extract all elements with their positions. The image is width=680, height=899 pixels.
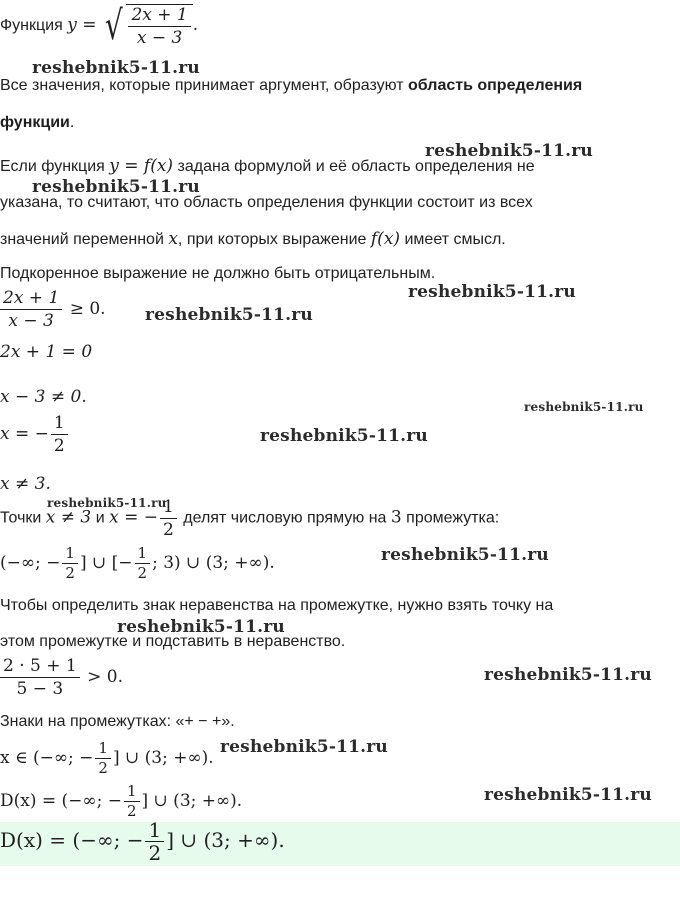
fraction	[62, 545, 78, 582]
equation-text: x − 3 ≠ 0.	[0, 387, 87, 407]
fraction	[145, 820, 164, 863]
points-text: промежутка:	[401, 509, 500, 527]
watermark: reshebnik5-11.ru	[484, 665, 652, 685]
watermark: reshebnik5-11.ru	[220, 737, 388, 757]
equation-4	[0, 474, 51, 494]
sqrt-icon: √	[104, 3, 123, 49]
watermark: reshebnik5-11.ru	[32, 58, 200, 78]
denominator: 2	[53, 436, 65, 456]
definition-line1	[0, 76, 582, 96]
equation-text: x ≠ 3.	[0, 474, 51, 494]
equation-1	[0, 342, 92, 362]
points-math: 3	[390, 507, 402, 528]
denominator: x − 3	[136, 28, 183, 48]
rule-text: задана формулой и её область определения не	[173, 158, 535, 175]
check-inequality	[0, 656, 123, 699]
rule-line3	[0, 229, 506, 250]
numerator: 1	[62, 545, 78, 564]
numerator: 1	[124, 783, 140, 802]
points-math: x ≠ 3	[45, 507, 92, 528]
domain-text: D(x) = (−∞; −	[0, 791, 122, 811]
points-math: x = −	[109, 507, 158, 528]
fraction	[95, 740, 111, 777]
watermark: reshebnik5-11.ru	[425, 141, 593, 161]
equation-text: x = −	[0, 424, 49, 444]
solution-text: x ∈ (−∞; −	[0, 748, 94, 768]
y-equals: y =	[67, 15, 97, 36]
points-text: и	[91, 509, 110, 527]
numerator: 1	[135, 545, 151, 564]
definition-bold2: функции	[0, 114, 70, 131]
rule-math: f(x)	[370, 229, 401, 249]
rule-math: y = f(x)	[109, 156, 174, 176]
equation-text: 2x + 1 = 0	[0, 342, 93, 362]
watermark: reshebnik5-11.ru	[260, 426, 428, 446]
rule-math: x	[168, 229, 178, 249]
watermark: reshebnik5-11.ru	[47, 496, 167, 510]
note-text: Подкоренное выражение не должно быть отрицательным.	[0, 265, 436, 282]
numerator: 2x + 1	[128, 5, 190, 27]
answer-text: ] ∪ (3; +∞).	[166, 828, 285, 852]
fraction	[128, 5, 190, 48]
subradical-note	[0, 264, 435, 284]
solution-line	[0, 740, 214, 777]
signs-line	[0, 712, 235, 732]
denominator: 2	[148, 841, 162, 865]
interval-text: (−∞; −	[0, 553, 61, 573]
watermark: reshebnik5-11.ru	[408, 282, 576, 302]
equation-2	[0, 387, 87, 407]
points-text: делят числовую прямую на	[178, 509, 391, 527]
answer-line	[0, 820, 285, 863]
fraction	[124, 783, 140, 820]
numerator: 1	[51, 413, 68, 435]
function-label: Функция	[0, 17, 63, 35]
watermark: reshebnik5-11.ru	[32, 177, 200, 197]
numerator: 2x + 1	[0, 288, 62, 310]
denominator: 2	[65, 564, 75, 582]
numerator: 2 · 5 + 1	[0, 656, 80, 678]
intervals-line	[0, 545, 275, 582]
denominator: x − 3	[8, 311, 54, 331]
method-text: этом промежутке и подставить в неравенство.	[0, 633, 346, 650]
fraction	[51, 413, 68, 456]
denominator: 2	[137, 564, 148, 582]
interval-text: ] ∪ [−	[79, 553, 133, 573]
definition-bold: область определения	[408, 77, 583, 94]
period: .	[69, 114, 75, 131]
watermark: reshebnik5-11.ru	[484, 785, 652, 805]
watermark: reshebnik5-11.ru	[117, 617, 285, 637]
period: .	[192, 15, 199, 36]
method-line1	[0, 596, 553, 616]
rule-text: значений переменной	[0, 231, 169, 248]
signs-text: Знаки на промежутках: «+ − +».	[0, 713, 235, 730]
watermark: reshebnik5-11.ru	[381, 545, 549, 565]
denominator: 2	[98, 759, 108, 777]
answer-text: D(x) = (−∞; −	[0, 828, 144, 852]
sqrt-expression	[101, 4, 193, 48]
domain-text: ] ∪ (3; +∞).	[141, 791, 243, 811]
watermark: reshebnik5-11.ru	[145, 305, 313, 325]
denominator: 2	[162, 520, 174, 540]
inequality	[0, 288, 106, 331]
solution-text: ] ∪ (3; +∞).	[112, 748, 214, 768]
rule-text: имеет смысл.	[400, 231, 506, 248]
denominator: 5 − 3	[16, 679, 64, 699]
domain-line	[0, 783, 242, 820]
numerator: 1	[145, 820, 164, 842]
method-text: Чтобы определить знак неравенства на промежутке, нужно взять точку на	[0, 597, 554, 614]
fraction	[135, 545, 151, 582]
function-line	[0, 4, 198, 48]
rule-text: Если функция	[0, 158, 110, 175]
watermark: reshebnik5-11.ru	[524, 400, 644, 414]
equation-3	[0, 413, 70, 456]
points-text: Точки	[0, 509, 46, 527]
denominator: 2	[126, 802, 137, 820]
numerator: 1	[95, 740, 111, 759]
rule-text: указана, то считают, что область определения функции состоит из всех	[0, 194, 533, 211]
fraction	[0, 288, 62, 331]
rule-text: , при которых выражение	[177, 231, 371, 248]
interval-text: ; 3) ∪ (3; +∞).	[152, 553, 275, 573]
fraction	[0, 656, 80, 699]
check-rest: > 0.	[87, 667, 123, 687]
definition-text: Все значения, которые принимает аргумент, образуют	[0, 77, 409, 94]
inequality-rest: ≥ 0.	[69, 299, 106, 319]
numerator: 1	[160, 497, 177, 519]
definition-line2	[0, 113, 74, 133]
